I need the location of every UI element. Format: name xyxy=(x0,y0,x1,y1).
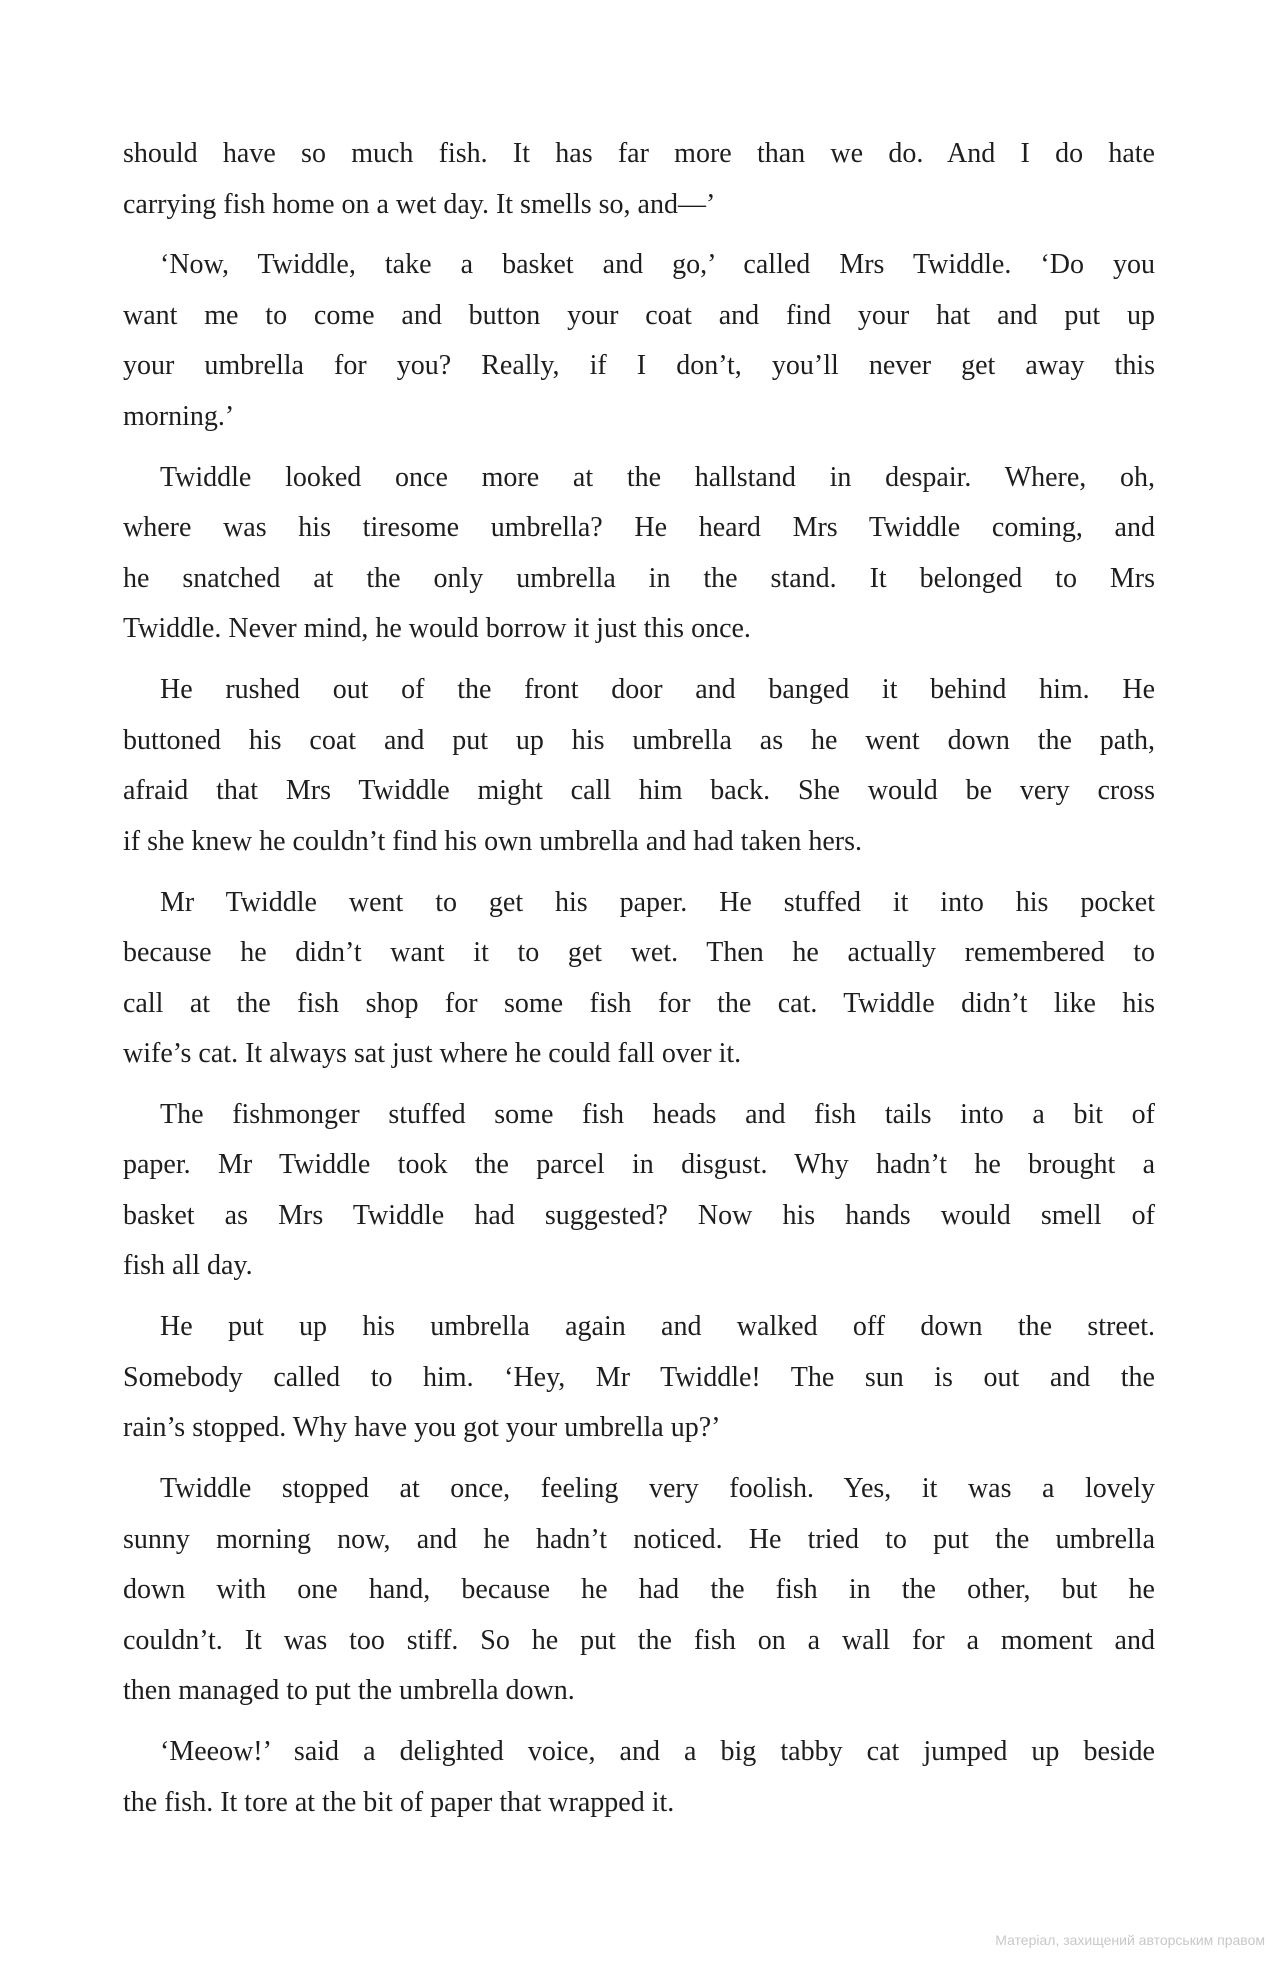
text-line: call at the fish shop for some fish for the cat. Twiddle didn’t like his xyxy=(123,987,1155,1019)
text-line: paper. Mr Twiddle took the parcel in disgust. Why hadn’t he brought a xyxy=(123,1149,1155,1181)
paragraph xyxy=(123,1090,1155,1292)
text-line: wife’s cat. It always sat just where he could fall over it. xyxy=(123,1038,742,1070)
text-line: morning.’ xyxy=(123,400,235,432)
text-line: rain’s stopped. Why have you got your umbrella up?’ xyxy=(123,1412,721,1444)
paragraph xyxy=(123,129,1155,230)
text-line: The fishmonger stuffed some fish heads and fish tails into a bit of xyxy=(160,1098,1155,1130)
book-page-body xyxy=(123,129,1155,1828)
text-line: ‘Meeow!’ said a delighted voice, and a big tabby cat jumped up beside xyxy=(160,1736,1155,1768)
text-line: He rushed out of the front door and banged it behind him. He xyxy=(160,674,1155,706)
text-line: he snatched at the only umbrella in the stand. It belonged to Mrs xyxy=(123,562,1155,594)
paragraph xyxy=(123,1727,1155,1828)
text-line: Twiddle looked once more at the hallstand in despair. Where, oh, xyxy=(160,461,1155,493)
text-line: want me to come and button your coat and find your hat and put up xyxy=(123,299,1155,331)
paragraph xyxy=(123,453,1155,655)
paragraph xyxy=(123,665,1155,867)
paragraph xyxy=(123,240,1155,442)
text-line: Twiddle stopped at once, feeling very foolish. Yes, it was a lovely xyxy=(160,1473,1155,1505)
text-line: sunny morning now, and he hadn’t noticed. He tried to put the umbrella xyxy=(123,1523,1155,1555)
text-line: afraid that Mrs Twiddle might call him back. She would be very cross xyxy=(123,775,1155,807)
text-line: fish all day. xyxy=(123,1250,253,1282)
text-line: the fish. It tore at the bit of paper that wrapped it. xyxy=(123,1786,675,1818)
paragraph xyxy=(123,1302,1155,1454)
text-line: down with one hand, because he had the fish in the other, but he xyxy=(123,1574,1155,1606)
paragraph xyxy=(123,878,1155,1080)
text-line: Somebody called to him. ‘Hey, Mr Twiddle! The sun is out and the xyxy=(123,1361,1155,1393)
text-line: basket as Mrs Twiddle had suggested? Now his hands would smell of xyxy=(123,1199,1155,1231)
text-line: carrying fish home on a wet day. It smells so, and—’ xyxy=(123,188,716,220)
paragraph xyxy=(123,1464,1155,1717)
text-line: He put up his umbrella again and walked off down the street. xyxy=(160,1311,1155,1343)
text-line: couldn’t. It was too stiff. So he put the fish on a wall for a moment and xyxy=(123,1624,1155,1656)
text-line: buttoned his coat and put up his umbrella as he went down the path, xyxy=(123,724,1155,756)
text-line: Twiddle. Never mind, he would borrow it just this once. xyxy=(123,613,751,645)
text-line: should have so much fish. It has far more than we do. And I do hate xyxy=(123,138,1155,169)
text-line: because he didn’t want it to get wet. Then he actually remembered to xyxy=(123,937,1155,969)
text-line: then managed to put the umbrella down. xyxy=(123,1675,575,1707)
text-line: if she knew he couldn’t find his own umbrella and had taken hers. xyxy=(123,825,862,857)
text-line: ‘Now, Twiddle, take a basket and go,’ called Mrs Twiddle. ‘Do you xyxy=(160,249,1155,281)
copyright-watermark: Матеріал, захищений авторським правом xyxy=(995,1932,1265,1948)
text-line: Mr Twiddle went to get his paper. He stuffed it into his pocket xyxy=(160,886,1155,918)
text-line: your umbrella for you? Really, if I don’t, you’ll never get away this xyxy=(123,350,1155,382)
text-line: where was his tiresome umbrella? He heard Mrs Twiddle coming, and xyxy=(123,512,1155,544)
